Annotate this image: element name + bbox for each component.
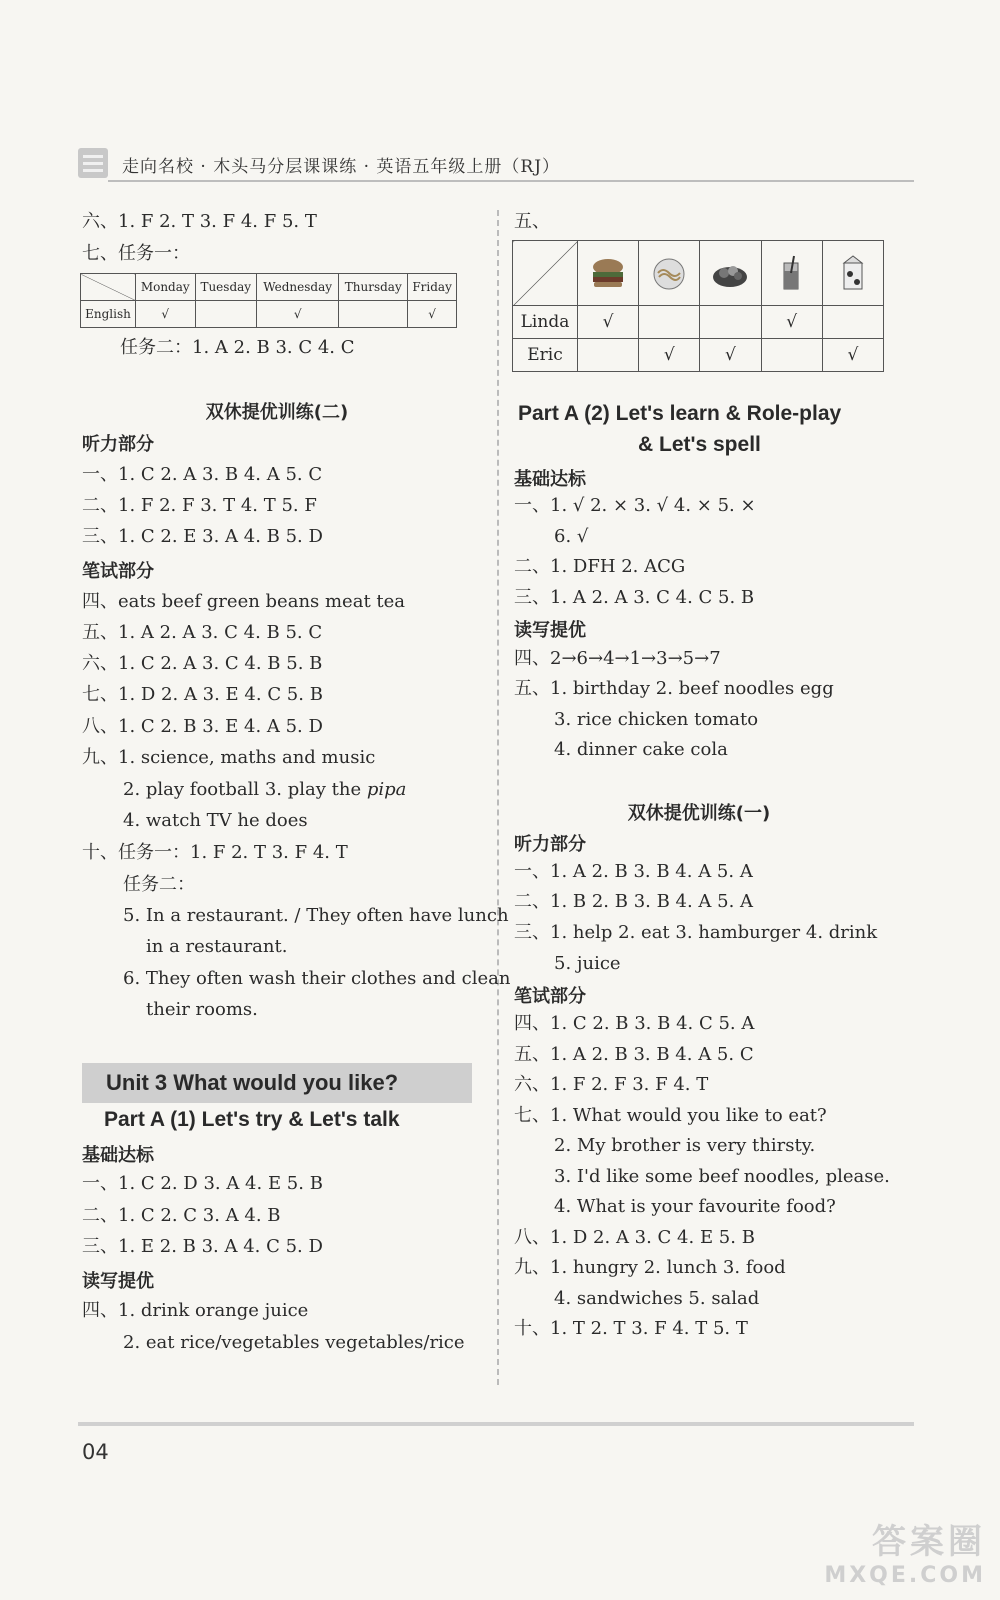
table-cell: √ (136, 301, 196, 328)
table-cell (761, 339, 822, 372)
answer-line: 三、1. help 2. eat 3. hamburger 4. drink (514, 922, 878, 943)
answer-line: 八、1. D 2. A 3. C 4. E 5. B (514, 1227, 755, 1248)
answer-line: 五、1. A 2. B 3. B 4. A 5. C (514, 1044, 754, 1065)
answer-line: 6. They often wash their clothes and clean (123, 968, 511, 989)
answer-line: 十、1. T 2. T 3. F 4. T 5. T (514, 1318, 748, 1339)
answer-line: 二、1. DFH 2. ACG (514, 556, 686, 577)
table-row-label: English (81, 301, 136, 328)
answer-line: 4. sandwiches 5. salad (554, 1288, 760, 1309)
header-rule (108, 180, 914, 182)
answer-line: 九、1. hungry 2. lunch 3. food (514, 1257, 786, 1278)
answer-line: 四、2→6→4→1→3→5→7 (514, 648, 721, 669)
answer-line: 一、1. √ 2. × 3. √ 4. × 5. × (514, 495, 756, 516)
site-watermark (824, 1514, 986, 1588)
answer-line: 一、1. A 2. B 3. B 4. A 5. A (514, 861, 753, 882)
answer-line: 三、1. E 2. B 3. A 4. C 5. D (82, 1236, 323, 1257)
subsection-title: 基础达标 (514, 469, 586, 490)
answer-text: 2. play football 3. play the (123, 779, 362, 800)
noodles-image (639, 241, 700, 306)
answer-line: 任务二： (123, 874, 195, 895)
answer-line: 七、1. What would you like to eat? (514, 1105, 827, 1126)
unit-title-banner: Unit 3 What would you like? (82, 1063, 472, 1103)
part-title: Part A (2) Let's learn & Role-play (518, 402, 842, 425)
answer-line: 六、1. F 2. T 3. F 4. F 5. T (82, 211, 317, 232)
part-title: & Let's spell (638, 433, 761, 456)
table-header-day: Wednesday (257, 274, 339, 301)
table-cell: √ (257, 301, 339, 328)
footer-rule (78, 1422, 914, 1426)
book-logo-icon (78, 148, 108, 178)
answer-line: 4. What is your favourite food? (554, 1196, 836, 1217)
answer-line: 2. eat rice/vegetables vegetables/rice (123, 1332, 465, 1353)
table-cell (195, 301, 257, 328)
part-title: Part A (1) Let's try & Let's talk (104, 1108, 400, 1131)
answer-line: 3. rice chicken tomato (554, 709, 759, 730)
answer-line: 六、1. F 2. F 3. F 4. T (514, 1074, 709, 1095)
answer-line: 四、eats beef green beans meat tea (82, 591, 406, 612)
table-cell (700, 306, 761, 339)
answer-line: 5. juice (554, 953, 621, 974)
table-corner-cell (513, 241, 578, 306)
table-header-day: Friday (408, 274, 457, 301)
column-divider (497, 210, 499, 1385)
table-cell (822, 306, 883, 339)
table-cell: √ (700, 339, 761, 372)
hamburger-image (578, 241, 639, 306)
answer-line: 一、1. C 2. A 3. B 4. A 5. C (82, 464, 323, 485)
subsection-title: 听力部分 (514, 834, 586, 855)
table-cell: √ (822, 339, 883, 372)
answer-line: 五、 (514, 211, 550, 232)
answer-line (123, 778, 406, 802)
subsection-title: 听力部分 (82, 434, 154, 455)
answer-line: 任务二：1. A 2. B 3. C 4. C (120, 337, 355, 358)
schedule-table (80, 273, 457, 328)
answer-line: in a restaurant. (146, 936, 288, 957)
subsection-title: 读写提优 (514, 620, 586, 641)
table-cell: √ (639, 339, 700, 372)
answer-line: 二、1. F 2. F 3. T 4. T 5. F (82, 495, 317, 516)
table-cell (578, 339, 639, 372)
juice-image (761, 241, 822, 306)
answer-line: 四、1. C 2. B 3. B 4. C 5. A (514, 1013, 755, 1034)
answer-line: 五、1. birthday 2. beef noodles egg (514, 678, 834, 699)
answer-line: 三、1. A 2. A 3. C 4. C 5. B (514, 587, 755, 608)
table-cell (339, 301, 408, 328)
table-cell: √ (761, 306, 822, 339)
answer-line: 七、1. D 2. A 3. E 4. C 5. B (82, 684, 323, 705)
table-row-label: Eric (513, 339, 578, 372)
book-title: 走向名校 · 木头马分层课课练 · 英语五年级上册（RJ） (122, 157, 561, 177)
answer-line: 三、1. C 2. E 3. A 4. B 5. D (82, 526, 323, 547)
page-number: 04 (82, 1440, 109, 1464)
answer-line: 3. I'd like some beef noodles, please. (554, 1166, 890, 1187)
answer-line: 七、任务一： (82, 243, 190, 264)
answer-line: 5. In a restaurant. / They often have lunch (123, 905, 509, 926)
table-header-day: Tuesday (195, 274, 257, 301)
table-corner-cell (81, 274, 136, 301)
answer-line: 八、1. C 2. B 3. E 4. A 5. D (82, 716, 323, 737)
section-title: 双休提优训练(一) (627, 803, 771, 824)
answer-line: 六、1. C 2. A 3. C 4. B 5. B (82, 653, 323, 674)
subsection-title: 读写提优 (82, 1271, 154, 1292)
milk-image (822, 241, 883, 306)
section-title: 双休提优训练(二) (205, 402, 349, 423)
answer-line: their rooms. (146, 999, 258, 1020)
table-cell: √ (578, 306, 639, 339)
subsection-title: 笔试部分 (82, 561, 154, 582)
watermark-logo-text: 答案圈 (872, 1522, 986, 1562)
answer-line: 6. √ (554, 526, 589, 547)
table-header-day: Thursday (339, 274, 408, 301)
answer-line: 二、1. C 2. C 3. A 4. B (82, 1205, 281, 1226)
food-table (512, 240, 884, 372)
subsection-title: 基础达标 (82, 1145, 154, 1166)
answer-line: 五、1. A 2. A 3. C 4. B 5. C (82, 622, 323, 643)
table-row-label: Linda (513, 306, 578, 339)
answer-line: 2. My brother is very thirsty. (554, 1135, 816, 1156)
subsection-title: 笔试部分 (514, 986, 586, 1007)
answer-line: 四、1. drink orange juice (82, 1300, 309, 1321)
table-cell (639, 306, 700, 339)
answer-line: 九、1. science, maths and music (82, 747, 376, 768)
answer-line: 十、任务一：1. F 2. T 3. F 4. T (82, 842, 348, 863)
answer-line: 二、1. B 2. B 3. B 4. A 5. A (514, 891, 754, 912)
watermark-url: MXQE.COM (824, 1563, 986, 1588)
answer-line: 4. dinner cake cola (554, 739, 728, 760)
answer-line: 4. watch TV he does (123, 810, 308, 831)
answer-italic-word: pipa (366, 779, 407, 800)
salad-image (700, 241, 761, 306)
table-header-day: Monday (136, 274, 196, 301)
table-cell: √ (408, 301, 457, 328)
page-header (78, 148, 914, 182)
answer-line: 一、1. C 2. D 3. A 4. E 5. B (82, 1173, 323, 1194)
